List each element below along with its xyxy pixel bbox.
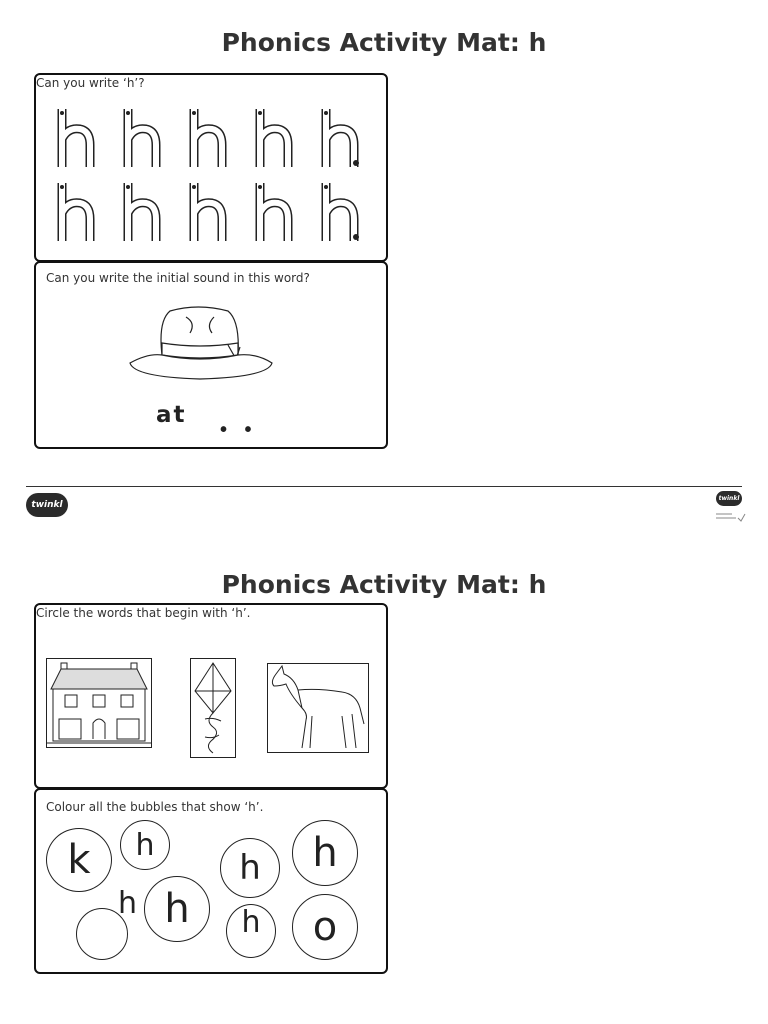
trace-letter-h-icon[interactable]: [54, 105, 100, 171]
bubble-h[interactable]: h: [144, 876, 210, 942]
horse-icon: [268, 664, 368, 752]
twinkl-logo: twinkl: [26, 493, 68, 517]
trace-letter-h-icon[interactable]: [54, 179, 100, 245]
bubble-o[interactable]: o: [292, 894, 358, 960]
kite-picture[interactable]: [190, 658, 236, 758]
trace-letter-h-icon[interactable]: [252, 105, 298, 171]
circle-words-box: [34, 603, 388, 789]
initial-sound-box: [34, 261, 388, 449]
bubble-h[interactable]: h: [220, 838, 280, 898]
trace-letter-h-icon[interactable]: [252, 179, 298, 245]
trace-letter-h-icon[interactable]: [120, 179, 166, 245]
bubble-k[interactable]: k: [46, 828, 112, 892]
trace-letter-h-icon[interactable]: [318, 105, 364, 171]
bubble-prompt: Colour all the bubbles that show ‘h’.: [46, 800, 264, 814]
trace-letter-h-icon[interactable]: [186, 179, 232, 245]
word-ending: at: [156, 402, 187, 428]
colour-bubbles-box: [34, 788, 388, 974]
bubble-h[interactable]: h: [292, 820, 358, 886]
horse-picture[interactable]: [267, 663, 369, 753]
kite-icon: [191, 659, 235, 757]
trace-row-1: [54, 105, 364, 171]
bubble-h[interactable]: h: [226, 904, 276, 958]
circle-prompt: Circle the words that begin with ‘h’.: [36, 606, 251, 620]
handwriting-dots: • •: [220, 419, 258, 441]
hat-icon: [128, 303, 274, 385]
trace-row-2: [54, 179, 364, 245]
trace-letter-h-icon[interactable]: [318, 179, 364, 245]
writing-box: [34, 73, 388, 262]
page-title: Phonics Activity Mat: h: [221, 28, 547, 57]
trace-letter-h-icon[interactable]: [186, 105, 232, 171]
house-picture[interactable]: [46, 658, 152, 748]
checkmark-icon: [714, 508, 746, 522]
initial-sound-prompt: Can you write the initial sound in this word?: [46, 271, 310, 285]
bubble-h[interactable]: h: [120, 820, 170, 870]
loose-letter-h: h: [118, 886, 138, 921]
trace-letter-h-icon[interactable]: [120, 105, 166, 171]
house-icon: [47, 659, 151, 747]
writing-prompt: Can you write ‘h’?: [36, 76, 145, 90]
footer-divider: [26, 486, 742, 487]
page-title-2: Phonics Activity Mat: h: [221, 570, 547, 599]
twinkl-logo-small: twinkl: [716, 491, 742, 506]
